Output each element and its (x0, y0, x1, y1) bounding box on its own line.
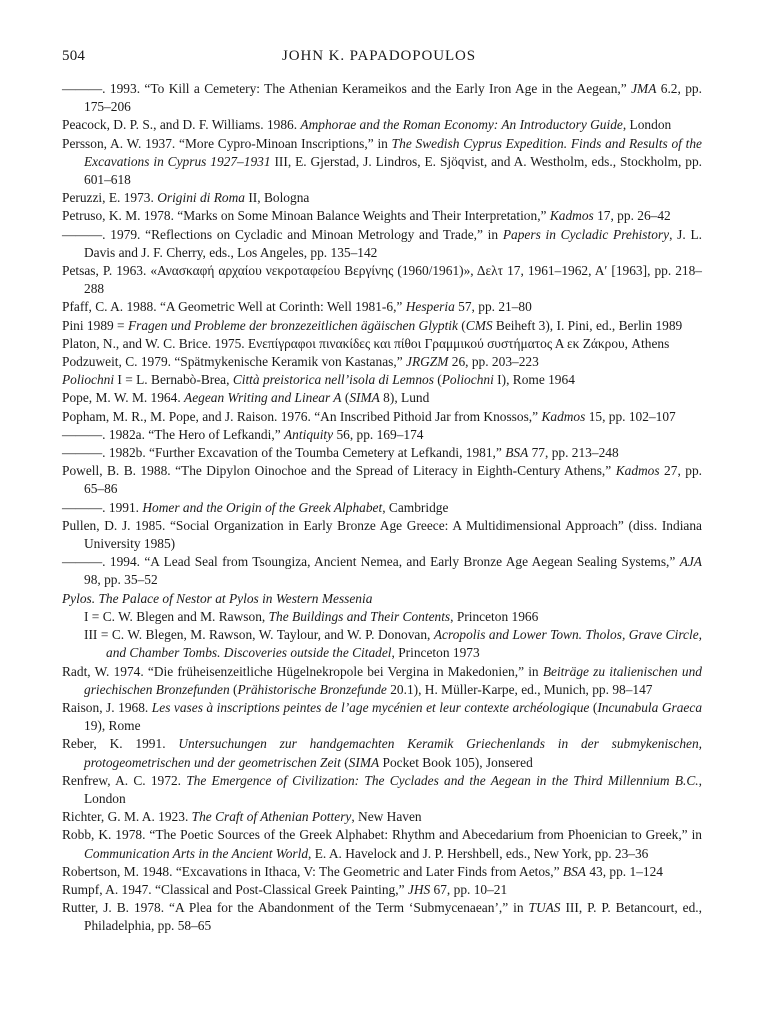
entry-italic-text: Incunabula Graeca (597, 699, 703, 715)
entry-text: 77, pp. 213–248 (528, 445, 619, 461)
entry-text: ( (433, 372, 442, 388)
entry-italic-text: Kadmos (615, 463, 660, 479)
entry-text: Raison, J. 1968. (62, 699, 152, 715)
entry-italic-text: CMS (465, 317, 493, 333)
bibliography-entry (62, 590, 702, 608)
entry-italic-text: Hesperia (405, 299, 455, 315)
entry-italic-text: JMA (631, 81, 657, 96)
entry-text: , Cambridge (382, 499, 449, 515)
entry-italic-text: Antiquity (284, 426, 334, 442)
bibliography-entry (62, 444, 702, 462)
bibliography-entry (62, 80, 702, 116)
entry-text: ( (341, 390, 350, 406)
entry-text: 19), Rome (84, 718, 141, 734)
entry-text: , J. L. Davis and J. F. Cherry, eds., Los Angeles, pp. 135–142 (84, 226, 702, 260)
entry-text: Pini 1989 = (62, 317, 128, 333)
entry-italic-text: The Emergence of Civilization: The Cyclades and the Aegean in the Third Millennium B.C. (186, 772, 699, 788)
entry-text: 43, pp. 1–124 (585, 863, 663, 879)
entry-italic-text: Untersuchungen zur handgemachten Keramik Griechenlands in der submykenischen, protogeometrischen und der geometrischen Zeit (84, 736, 702, 770)
entry-italic-text: JHS (407, 881, 431, 897)
bibliography-entry (62, 335, 702, 353)
entry-italic-text: Acropolis and Lower Town. Tholos, Grave Circle, and Chamber Tombs. Discoveries outside the Citadel (106, 627, 702, 661)
entry-text: Rutter, J. B. 1978. “A Plea for the Abandonment of the Term ‘Submycenaean’,” in (62, 900, 529, 916)
entry-italic-text: Pylos. The Palace of Nestor at Pylos in Western Messenia (62, 590, 373, 606)
entry-italic-text: The Swedish Cyprus Expedition. Finds and Results of the Excavations in Cyprus 1927–1931 (84, 135, 702, 169)
running-head: JOHN K. PAPADOPOULOS (282, 48, 477, 64)
entry-italic-text: Kadmos (541, 408, 586, 424)
entry-text: III = C. W. Blegen, M. Rawson, W. Taylour, and W. P. Donovan, (84, 627, 434, 643)
entry-italic-text: BSA (562, 863, 586, 879)
bibliography-entry (62, 116, 702, 134)
bibliography-entry (62, 663, 702, 699)
entry-text: , London (622, 117, 672, 133)
entry-text: III, E. Gjerstad, J. Lindros, E. Sjöqvist, and A. Westholm, eds., Stockholm, pp. 601–618 (84, 153, 702, 188)
entry-text: 26, pp. 203–223 (448, 354, 539, 370)
entry-italic-text: BSA (505, 445, 529, 461)
entry-italic-text: TUAS (528, 900, 561, 916)
entry-text: ( (457, 317, 466, 333)
entry-italic-text: Communication Arts in the Ancient World (84, 845, 309, 861)
bibliography-entry (62, 808, 702, 826)
entry-text: Pullen, D. J. 1985. “Social Organization in Early Bronze Age Greece: A Multidimensional Approach” (diss. Indiana University 1985) (62, 517, 702, 552)
bibliography-entry (62, 881, 702, 899)
page-number: 504 (62, 48, 86, 64)
entry-italic-text: Homer and the Origin of the Greek Alphabet (142, 499, 383, 515)
entry-italic-text: Les vases à inscriptions peintes de l’age mycénien et leur contexte archéologique (151, 699, 590, 715)
entry-text: II, Bologna (245, 190, 310, 206)
entry-text: , London (84, 772, 702, 806)
entry-text: Radt, W. 1974. “Die früheisenzeitliche Hügelnekropole bei Vergina in Makedonien,” in (62, 663, 543, 679)
entry-italic-text: Città preistorica nell’isola di Lemnos (232, 372, 434, 388)
bibliography-entry (62, 517, 702, 553)
entry-text: 8), Lund (379, 390, 430, 406)
bibliography-entry (62, 262, 702, 298)
entry-italic-text: Poliochni (441, 372, 494, 388)
bibliography-entry (62, 826, 702, 862)
entry-italic-text: Beiträge zu italienischen und griechischen Bronzefunden (84, 663, 702, 697)
bibliography-entry (62, 389, 702, 407)
entry-text: I), Rome 1964 (493, 372, 575, 388)
bibliography-entry (62, 553, 702, 589)
entry-text: Podzuweit, C. 1979. “Spätmykenische Keramik von Kastanas,” (62, 354, 406, 370)
bibliography-entry (62, 899, 702, 935)
entry-text: 98, pp. 35–52 (84, 572, 158, 588)
page-header (62, 48, 702, 72)
entry-italic-text: SIMA (348, 754, 380, 770)
entry-text: , Princeton 1966 (450, 608, 539, 624)
entry-text: Renfrew, A. C. 1972. (62, 772, 187, 788)
entry-text: Robb, K. 1978. “The Poetic Sources of the Greek Alphabet: Rhythm and Abecedarium from Phoenician to Greek,” in (62, 827, 702, 843)
entry-italic-text: Kadmos (549, 208, 594, 224)
entry-text: 6.2, pp. 175–206 (84, 81, 702, 115)
entry-text: 56, pp. 169–174 (333, 426, 424, 442)
bibliography-entry (62, 317, 702, 335)
entry-text: , New Haven (351, 809, 422, 825)
bibliography-entry (62, 207, 702, 225)
entry-text: 27, pp. 65–86 (84, 463, 702, 497)
entry-text: , Princeton 1973 (391, 645, 480, 661)
entry-text: Beiheft 3), I. Pini, ed., Berlin 1989 (492, 317, 683, 333)
entry-text: Persson, A. W. 1937. “More Cypro-Minoan Inscriptions,” in (62, 135, 392, 151)
entry-text: ( (340, 754, 349, 770)
entry-italic-text: SIMA (349, 390, 380, 406)
entry-text: ———. 1994. “A Lead Seal from Tsoungiza, Ancient Nemea, and Early Bronze Age Aegean Sealing Systems,” (62, 554, 680, 570)
entry-text: Peacock, D. P. S., and D. F. Williams. 1986. (62, 117, 301, 133)
entry-text: Richter, G. M. A. 1923. (62, 809, 192, 825)
entry-text: Petsas, P. 1963. «Ανασκαφή αρχαίου νεκροταφείου Βεργίνης (1960/1961)», Δελτ 17, 1961–1962, Α′ [1963], pp. 218–288 (62, 263, 702, 297)
bibliography-entry (62, 408, 702, 426)
bibliography-entry (62, 298, 702, 316)
entry-italic-text: The Buildings and Their Contents (268, 608, 451, 624)
entry-text: 17, pp. 26–42 (593, 208, 671, 224)
entry-italic-text: AJA (679, 554, 702, 570)
bibliography-entry (62, 371, 702, 389)
entry-text: 57, pp. 21–80 (454, 299, 532, 315)
entry-text: 15, pp. 102–107 (585, 408, 676, 424)
bibliography-sub-entry (84, 608, 702, 626)
entry-text: Popham, M. R., M. Pope, and J. Raison. 1976. “An Inscribed Pithoid Jar from Knossos,” (62, 408, 542, 424)
entry-italic-text: Prähistorische Bronzefunde (237, 681, 387, 697)
entry-italic-text: JRGZM (406, 354, 449, 370)
entry-text: Rumpf, A. 1947. “Classical and Post-Classical Greek Painting,” (62, 881, 408, 897)
entry-text: ———. 1991. (62, 499, 143, 515)
entry-italic-text: Poliochni (62, 372, 115, 388)
bibliography-entry (62, 426, 702, 444)
entry-text: I = L. Bernabò-Brea, (114, 372, 233, 388)
bibliography-list (62, 80, 702, 936)
entry-text: Powell, B. B. 1988. “The Dipylon Oinochoe and the Spread of Literacy in Eighth-Century Athens,” (62, 463, 616, 479)
entry-text: Reber, K. 1991. (62, 736, 179, 752)
entry-text: ( (589, 699, 598, 715)
entry-text: Robertson, M. 1948. “Excavations in Ithaca, V: The Geometric and Later Finds from Aetos,” (62, 863, 563, 879)
bibliography-sub-entry (84, 626, 702, 662)
entry-italic-text: Aegean Writing and Linear A (184, 390, 342, 406)
bibliography-entry (62, 189, 702, 207)
bibliography-entry (62, 135, 702, 190)
bibliography-entry (62, 772, 702, 808)
entry-text: III, P. P. Betancourt, ed., Philadelphia, pp. 58–65 (84, 900, 702, 934)
entry-text: Pocket Book 105), Jonsered (379, 754, 533, 770)
entry-text: Platon, N., and W. C. Brice. 1975. Ενεπίγραφοι πινακίδες και πίθοι Γραμμικού συστήματος Α εκ Ζάκρου, Athens (62, 335, 670, 351)
entry-text: ———. 1982b. “Further Excavation of the Toumba Cemetery at Lefkandi, 1981,” (62, 445, 506, 461)
bibliography-entry (62, 226, 702, 262)
entry-text: ( (229, 681, 238, 697)
entry-text: Pope, M. W. M. 1964. (62, 390, 185, 406)
entry-text: I = C. W. Blegen and M. Rawson, (84, 608, 269, 624)
bibliography-entry (62, 353, 702, 371)
entry-text: 67, pp. 10–21 (430, 881, 508, 897)
entry-text: ———. 1982a. “The Hero of Lefkandi,” (62, 426, 284, 442)
entry-text: , E. A. Havelock and J. P. Hershbell, eds., New York, pp. 23–36 (308, 845, 649, 861)
entry-text: ———. 1993. “To Kill a Cemetery: The Athenian Kerameikos and the Early Iron Age in the Aegean,” (62, 81, 632, 96)
entry-text: 20.1), H. Müller-Karpe, ed., Munich, pp. 98–147 (386, 681, 653, 697)
entry-italic-text: Amphorae and the Roman Economy: An Introductory Guide (300, 117, 623, 133)
entry-text: Pfaff, C. A. 1988. “A Geometric Well at Corinth: Well 1981-6,” (62, 299, 406, 315)
bibliography-entry (62, 499, 702, 517)
bibliography-entry (62, 462, 702, 498)
bibliography-entry (62, 735, 702, 771)
entry-italic-text: Origini di Roma (157, 190, 245, 206)
bibliography-entry (62, 863, 702, 881)
entry-italic-text: The Craft of Athenian Pottery (191, 809, 352, 825)
entry-text: Petruso, K. M. 1978. “Marks on Some Minoan Balance Weights and Their Interpretation,” (62, 208, 550, 224)
entry-text: Peruzzi, E. 1973. (62, 190, 158, 206)
bibliography-entry (62, 699, 702, 735)
entry-text: ———. 1979. “Reflections on Cycladic and Minoan Metrology and Trade,” in (62, 226, 503, 242)
entry-italic-text: Fragen und Probleme der bronzezeitlichen ägäischen Glyptik (127, 317, 458, 333)
entry-italic-text: Papers in Cycladic Prehistory (502, 226, 670, 242)
